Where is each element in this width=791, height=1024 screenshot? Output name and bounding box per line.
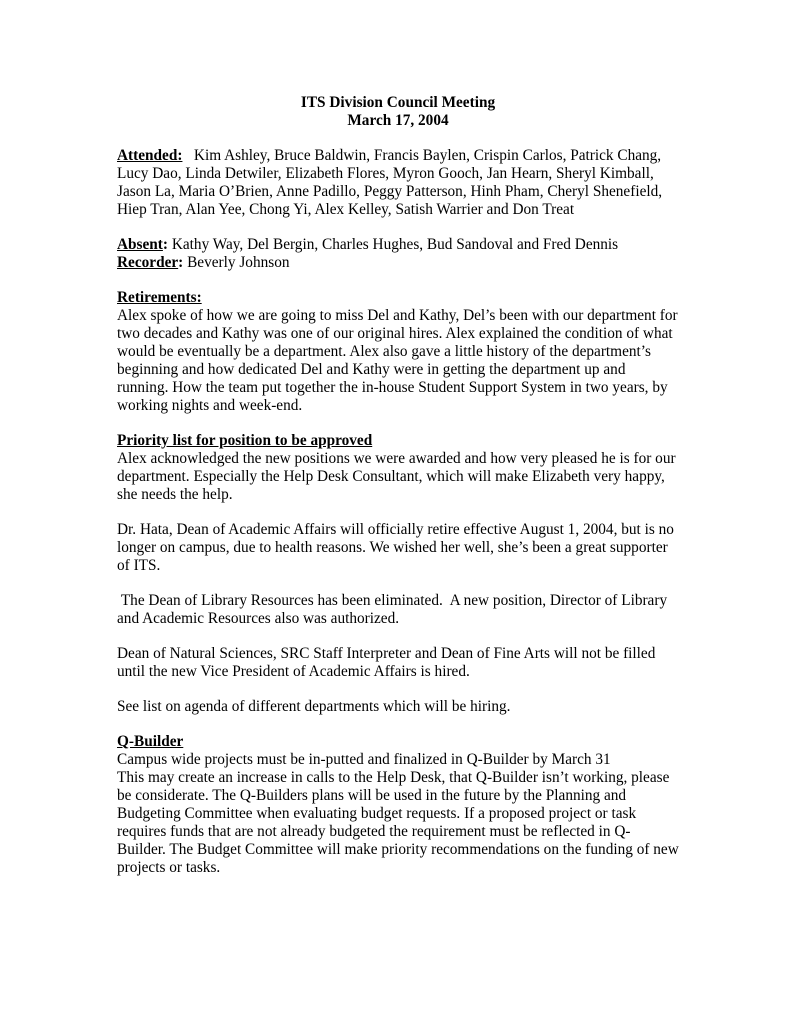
qbuilder-body: This may create an increase in calls to the Help Desk, that Q-Builder isn’t working, please be considerate. The Q-Builders plans will be used in the future by the Planning and Budgeting Committee when evaluating budget requests. If a proposed project or task requires funds that are not already budgeted the requirement must be reflected in Q-Builder. The Budget Committee will make priority recommendations on the funding of new projects or tasks.	[117, 769, 679, 876]
document-page	[117, 94, 679, 877]
recorder-colon: :	[178, 254, 184, 271]
priority-paragraph-2: Dr. Hata, Dean of Academic Affairs will officially retire effective August 1, 2004, but is no longer on campus, due to health reasons. We wished her well, she’s been a great supporter of ITS.	[117, 521, 674, 574]
attended-label: Attended:	[117, 147, 183, 164]
absent-paragraph	[117, 236, 679, 254]
retirements-body: Alex spoke of how we are going to miss Del and Kathy, Del’s been with our department for two decades and Kathy was one of our original hires. Alex explained the condition of what would be eventually be a department. Alex also gave a little history of the department’s beginning and how dedicated Del and Kathy were in getting the department up and running. How the team put together the in-house Student Support System in two years, by working nights and week-end.	[117, 307, 678, 414]
spacer	[117, 716, 679, 733]
spacer	[117, 415, 679, 432]
retirements-heading: Retirements:	[117, 289, 202, 306]
recorder-name: Beverly Johnson	[187, 254, 290, 271]
attended-paragraph	[117, 147, 679, 219]
priority-paragraph-3: The Dean of Library Resources has been eliminated. A new position, Director of Library and Academic Resources also was authorized.	[117, 592, 671, 627]
priority-heading: Priority list for position to be approved	[117, 432, 373, 449]
spacer	[117, 219, 679, 236]
spacer	[117, 681, 679, 698]
qbuilder-line-1: Campus wide projects must be in-putted and finalized in Q-Builder by March 31	[117, 751, 611, 768]
meeting-date: March 17, 2004	[347, 112, 449, 129]
absent-names: Kathy Way, Del Bergin, Charles Hughes, Bud Sandoval and Fred Dennis	[171, 236, 619, 253]
priority-paragraph-5: See list on agenda of different departments which will be hiring.	[117, 698, 511, 715]
priority-paragraph-4: Dean of Natural Sciences, SRC Staff Interpreter and Dean of Fine Arts will not be filled until the new Vice President of Academic Affairs is hired.	[117, 645, 656, 680]
spacer	[117, 575, 679, 592]
spacer	[117, 272, 679, 289]
document-title: ITS Division Council Meeting	[300, 94, 496, 111]
absent-colon: :	[162, 236, 169, 253]
qbuilder-heading: Q-Builder	[117, 733, 184, 750]
absent-label: Absent	[117, 236, 163, 253]
attended-names: Kim Ashley, Bruce Baldwin, Francis Baylen, Crispin Carlos, Patrick Chang, Lucy Dao, Linda Detwiler, Elizabeth Flores, Myron Gooch, Jan Hearn, Sheryl Kimball, Jason La, Maria O’Brien, Anne Padillo, Peggy Patterson, Hinh Pham, Cheryl Shenefield, Hiep Tran, Alan Yee, Chong Yi, Alex Kelley, Satish Warrier and Don Treat	[117, 147, 663, 218]
spacer	[117, 130, 679, 147]
priority-paragraph-1: Alex acknowledged the new positions we were awarded and how very pleased he is for our department. Especially the Help Desk Consultant, which will make Elizabeth very happy, she needs the help.	[117, 450, 676, 503]
recorder-label: Recorder	[117, 254, 179, 271]
spacer	[117, 504, 679, 521]
spacer	[117, 628, 679, 645]
recorder-paragraph	[117, 254, 679, 272]
